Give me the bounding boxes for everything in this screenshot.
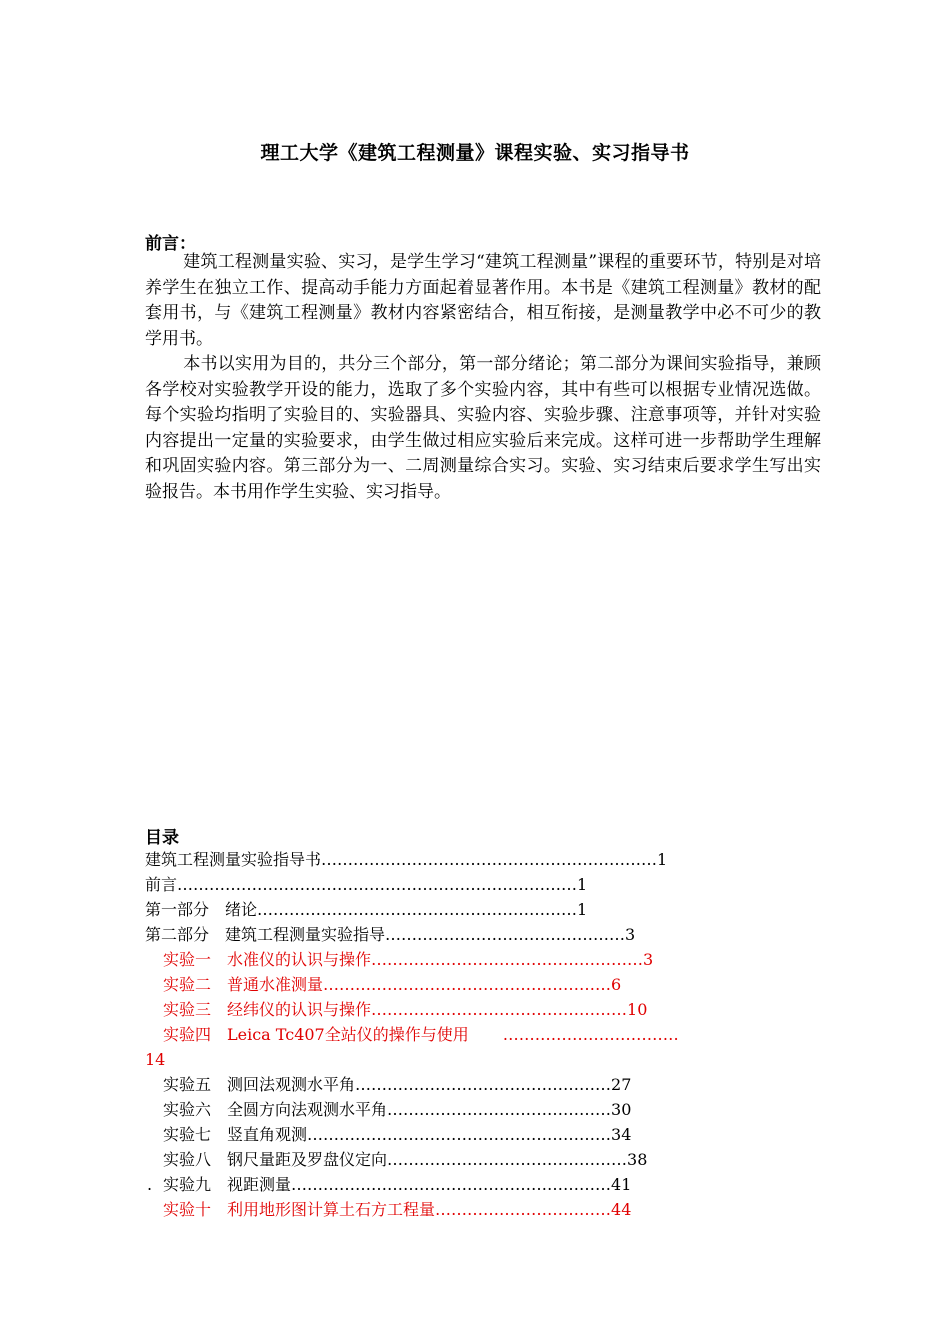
toc-entry[interactable]	[145, 925, 635, 945]
toc-leader-dots: ……………………………………………………	[257, 900, 578, 919]
toc-entry-highlighted[interactable]	[163, 975, 621, 995]
toc-entry-label: 实验七 竖直角观测	[163, 1125, 308, 1144]
toc-page-number: 38	[627, 1150, 648, 1169]
toc-entry-label: 实验四 Leica Tc407全站仪的操作与使用	[163, 1025, 469, 1044]
toc-page-number: 27	[611, 1075, 632, 1094]
toc-leader-dots: ………………………………………	[387, 1150, 628, 1169]
toc-entry[interactable]	[163, 1125, 631, 1145]
toc-entry[interactable]	[163, 1175, 631, 1195]
toc-entry[interactable]	[145, 850, 667, 870]
toc-entry-label: 实验八 钢尺量距及罗盘仪定向	[163, 1150, 388, 1169]
toc-leader-dots: ……………………………	[502, 1025, 679, 1044]
toc-entry[interactable]	[163, 1150, 647, 1170]
toc-entry-highlighted[interactable]	[163, 1200, 631, 1220]
toc-leader-dots: ………………………………………………………	[321, 850, 658, 869]
toc-entry-highlighted[interactable]	[163, 950, 653, 970]
toc-entry-label: 实验二 普通水准测量	[163, 975, 324, 994]
toc-entry-label: 第一部分 绪论	[145, 900, 258, 919]
toc-leader-dots: ………………………………………	[385, 925, 626, 944]
document-title: 理工大学《建筑工程测量》课程实验、实习指导书	[260, 142, 690, 164]
toc-entry-label: 实验三 经纬仪的认识与操作	[163, 1000, 372, 1019]
toc-entry[interactable]	[145, 900, 587, 920]
toc-leader-dots: ……………………………………………………	[291, 1175, 612, 1194]
toc-page-number: 10	[627, 1000, 648, 1019]
toc-page-number: 3	[625, 925, 636, 944]
toc-entry-highlighted[interactable]	[163, 1025, 679, 1045]
toc-leader-dots: …………………………………………………	[307, 1125, 612, 1144]
toc-page-number-wrapped: 14	[145, 1050, 166, 1069]
toc-entry-label: 第二部分 建筑工程测量实验指导	[145, 925, 386, 944]
preface-heading: 前言：	[145, 234, 196, 254]
toc-entry-label: 实验九 视距测量	[163, 1175, 292, 1194]
toc-leader-dots: …………………………………………………………………	[177, 875, 578, 894]
toc-page-number: 1	[577, 875, 588, 894]
toc-leader-dots: …………………………………………	[371, 1000, 628, 1019]
toc-leader-dots: …………………………………………	[355, 1075, 612, 1094]
toc-leader-dots: ……………………………	[435, 1200, 612, 1219]
toc-entry-label: 前言	[145, 875, 178, 894]
toc-entry-label: 实验五 测回法观测水平角	[163, 1075, 356, 1094]
preface-body	[145, 250, 821, 505]
toc-page-number: 1	[577, 900, 588, 919]
preface-paragraph: 建筑工程测量实验、实习，是学生学习“建筑工程测量”课程的重要环节，特别是对培养学生在独立工作、提高动手能力方面起着显著作用。本书是《建筑工程测量》教材的配套用书，与《建筑工程测量》教材内容紧密结合，相互衔接，是测量教学中必不可少的教学用书。	[145, 252, 821, 349]
toc-page-number: 30	[611, 1100, 632, 1119]
toc-heading: 目录	[145, 828, 179, 848]
toc-leader-dots: ……………………………………………	[371, 950, 644, 969]
toc-page-number: 6	[611, 975, 622, 994]
toc-page-number: 3	[643, 950, 654, 969]
toc-page-number: 41	[611, 1175, 632, 1194]
toc-leader-dots: ………………………………………………	[323, 975, 612, 994]
stray-dot-mark: .	[147, 1175, 153, 1194]
toc-page-number: 1	[657, 850, 668, 869]
toc-leader-dots: ……………………………………	[387, 1100, 612, 1119]
toc-entry[interactable]	[145, 875, 587, 895]
toc-entry-label: 实验一 水准仪的认识与操作	[163, 950, 372, 969]
toc-page-number: 34	[611, 1125, 632, 1144]
toc-entry-highlighted[interactable]	[163, 1000, 647, 1020]
preface-paragraph: 本书以实用为目的，共分三个部分，第一部分绪论；第二部分为课间实验指导，兼顾各学校对实验教学开设的能力，选取了多个实验内容，其中有些可以根据专业情况选做。每个实验均指明了实验目的、实验器具、实验内容、实验步骤、注意事项等，并针对实验内容提出一定量的实验要求，由学生做过相应实验后来完成。这样可进一步帮助学生理解和巩固实验内容。第三部分为一、二周测量综合实习。实验、实习结束后要求学生写出实验报告。本书用作学生实验、实习指导。	[145, 354, 821, 502]
toc-entry-label: 实验六 全圆方向法观测水平角	[163, 1100, 388, 1119]
toc-entry[interactable]	[163, 1100, 631, 1120]
toc-entry[interactable]	[163, 1075, 631, 1095]
toc-page-number: 44	[611, 1200, 632, 1219]
toc-entry-label: 建筑工程测量实验指导书	[145, 850, 322, 869]
toc-entry-label: 实验十 利用地形图计算土石方工程量	[163, 1200, 436, 1219]
